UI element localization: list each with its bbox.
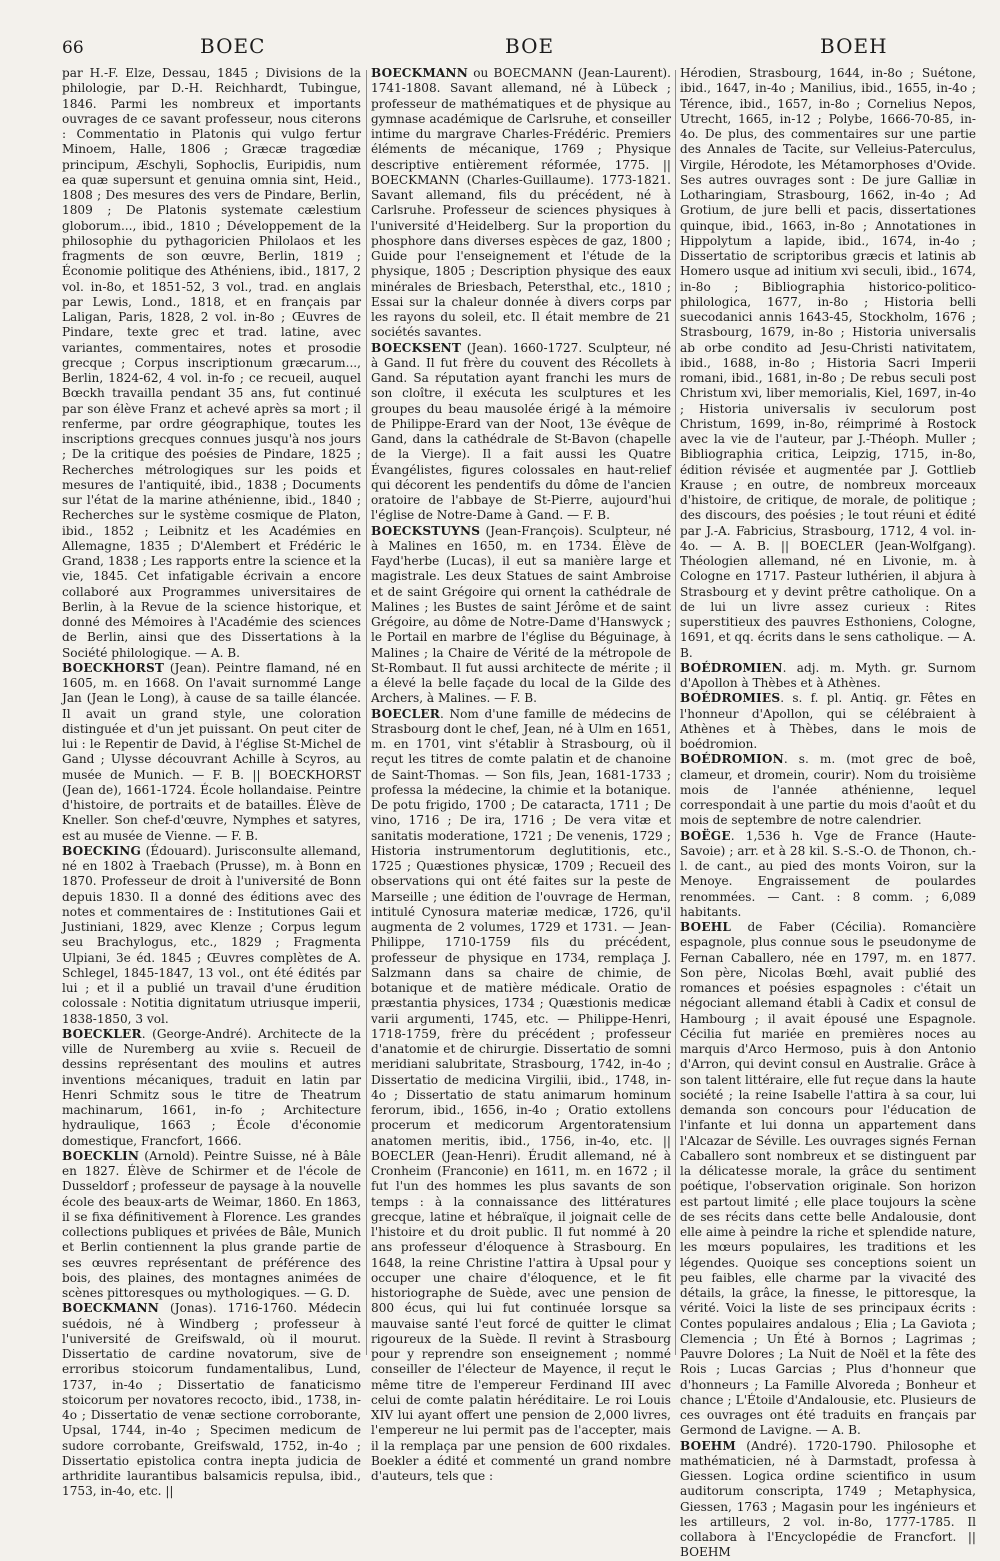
entry-headword: BOEHM [680,1438,737,1453]
dictionary-entry [680,829,976,921]
dictionary-entry [680,1439,976,1561]
entry-body: . 1,536 h. Vge de France (Haute-Savoie) ; arr. et à 28 kil. S.-S.-O. de Thonon, ch.-l. de cant., au pied des monts Voiron, sur la Menoye. Engraissement de poulardes renommées. — Cant. : 8 comm. ; 6,089 habitants. [680,828,976,919]
dictionary-entry [680,691,976,752]
entry-body: . Nom d'une famille de médecins de Strasbourg dont le chef, Jean, né à Ulm en 1651, m. en 1701, vint s'établir à Strasbourg, où il reçut les titres de comte palatin et de chanoine de Saint-Thomas. — Son fils, Jean, 1681-1733 ; professa la médecine, la chimie et la botanique. De potu frigido, 1700 ; De cataracta, 1711 ; De vino, 1716 ; De ira, 1716 ; De vera vitæ et sanitatis moderatione, 1721 ; De venenis, 1729 ; Historia instrumentorum deglutitionis, etc., 1725 ; Quæstiones physicæ, 1709 ; Recueil des observations qui ont été faites sur la peste de Marseille ; une édition de l'ouvrage de Herman, intitulé Cynosura materiæ medicæ, 1726, qu'il augmenta de 2 volumes, 1729 et 1731. — Jean-Philippe, 1710-1759 fils du précédent, professeur de physique en 1734, remplaça J. Salzmann dans sa chaire de chimie, de botanique et de matière médicale. Oratio de præstantia physices, 1734 ; Quæstionis medicæ varii argumenti, 1745, etc. — Philippe-Henri, 1718-1759, frère du précédent ; professeur d'anatomie et de chirurgie. Dissertatio de somni meridiani salubritate, Strasbourg, 1742, in-4o ; Dissertatio de medicina Virgilii, ibid., 1748, in-4o ; Dissertatio de statu animarum hominum ferorum, ibid., 1656, in-4o ; Oratio extollens procerum et medicorum Argentoratensium anatomen meritis, ibid., 1756, in-4o, etc. || BOECLER (Jean-Henri). Érudit allemand, né à Cronheim (Franconie) en 1611, m. en 1672 ; il fut l'un des hommes les plus savants de son temps : à la connaissance des littératures grecque, latine et hébraïque, il joignait celle de l'histoire et du droit public. Il fut nommé à 20 ans professeur d'éloquence à Strasbourg. En 1648, la reine Christine l'attira à Upsal pour y occuper une chaire d'éloquence, et le fit historiographe de Suède, avec une pension de 800 écus, qui lui fut continuée lorsque sa mauvaise santé l'eut forcé de quitter le climat rigoureux de la Suède. Il revint à Strasbourg pour y reprendre son enseignement ; nommé conseiller de l'électeur de Mayence, il reçut le même titre de l'empereur Ferdinand III avec celui de comte palatin héréditaire. Le roi Louis XIV lui ayant offert une pension de 2,000 livres, l'empereur ne lui permit pas de l'accepter, mais il la remplaça par une pension de 600 rixdales. Boekler a édité et commenté un grand nombre d'auteurs, tels que : [371,706,671,1483]
entry-body: (Arnold). Peintre Suisse, né à Bâle en 1827. Élève de Schirmer et de l'école de Dusseldorf ; professeur de paysage à la nouvelle école des beaux-arts de Weimar, 1860. En 1863, il se fixa définitivement à Florence. Les grandes collections publiques et privées de Bâle, Munich et Berlin contiennent la plus grande partie de ses œuvres représentant de préférence des bois, des plaines, des montagnes animées de scènes pittoresques ou mythologiques. — G. D. [62,1148,361,1300]
dictionary-entry [680,920,976,1439]
entry-headword: BOÉDROMIEN [680,660,783,675]
dictionary-entry [62,844,361,1027]
entry-body: (Jean-François). Sculpteur, né à Malines en 1650, m. en 1734. Élève de Fayd'herbe (Lucas), il eut sa manière large et magistrale. Les deux Statues de saint Ambroise et de saint Grégoire qui ornent la cathédrale de Malines ; les Bustes de saint Jérôme et de saint Grégoire, au dôme de Notre-Dame d'Hanswyck ; le Portail en marbre de l'église du Béguinage, à Malines ; la Chaire de Vérité de la métropole de St-Rombaut. Il fut aussi architecte de mérite ; il a élevé la belle façade du local de la Gilde des Archers, à Malines. — F. B. [371,523,671,706]
entry-headword: BOECKHORST [62,660,165,675]
entry-body: . s. f. pl. Antiq. gr. Fêtes en l'honneur d'Apollon, qui se célébraient à Athènes et à Thèbes, dans le mois de boédromion. [680,691,976,751]
column-divider [675,70,676,1355]
entry-headword: BOECKLIN [62,1148,140,1163]
dictionary-entry [62,661,361,844]
entry-headword: BOÉDROMIES [680,691,781,706]
guide-word-left: BOEC [200,34,266,58]
entry-continuation: Hérodien, Strasbourg, 1644, in-8o ; Suétone, ibid., 1647, in-4o ; Manilius, ibid., 1655, in-4o ; Térence, ibid., 1657, in-8o ; Cornelius Nepos, Utrecht, 1665, in-12 ; Polybe, 1666-70-85, in-4o. De plus, des commentaires sur une partie des Annales de Tacite, sur Velleius-Paterculus, Virgile, Hérodote, les Métamorphoses d'Ovide. Ses autres ouvrages sont : De jure Galliæ in Lotharingiam, Strasbourg, 1662, in-4o ; Ad Grotium, de jure belli et pacis, dissertationes quinque, ibid., 1663, in-8o ; Annotationes in Hippolytum a lapide, ibid., 1674, in-4o ; Dissertatio de scriptoribus græcis et latinis ab Homero usque ad initium xvi seculi, ibid., 1674, in-8o ; Bibliographia historico-politico-philologica, 1677, in-8o ; Historia belli suecodanici annis 1643-45, Stockholm, 1676 ; Strasbourg, 1679, in-8o ; Historia universalis ab orbe condito ad Jesu-Christi nativitatem, ibid., 1688, in-8o ; Historia Sacri Imperii romani, ibid., 1681, in-8o ; De rebus seculi post Christum xvi, liber memorialis, Kiel, 1697, in-4o ; Historia universalis iv seculorum post Christum, 1699, in-8o, réimprimé à Rostock avec la vie de l'auteur, par J.-Théoph. Muller ; Bibliographia critica, Leipzig, 1715, in-8o, édition révisée et augmentée par J. Gottlieb Krause ; en outre, de nombreux morceaux d'histoire, de critique, de morale, de politique ; des discours, des poésies ; le tout réuni et édité par J.-A. Fabricius, Strasbourg, 1712, 4 vol. in-4o. — A. B. || BOECLER (Jean-Wolfgang). Théologien allemand, né en Livonie, m. à Cologne en 1717. Pasteur luthérien, il abjura à Strasbourg et y devint prêtre catholique. On a de lui un livre assez curieux : Rites superstitieux des pauvres Esthoniens, Cologne, 1691, et qq. écrits dans le sens catholique. — A. B. [680,66,976,660]
dictionary-entry [62,1027,361,1149]
entry-headword: BOECKMANN [62,1301,160,1316]
entry-headword: BOECLER [371,706,440,721]
entry-continuation: par H.-F. Elze, Dessau, 1845 ; Divisions de la philologie, par D.-H. Reichhardt, Tubingue, 1846. Parmi les nombreux et importants ouvrages de ce savant professeur, nous citerons : Commentatio in Platonis qui vulgo fertur Minoem, Halle, 1806 ; Græcæ tragœdiæ principum, Æschyli, Sophoclis, Euripidis, num ea quæ supersunt et genuina omnia sint, Heid., 1808 ; Des mesures des vers de Pindare, Berlin, 1809 ; De Platonis systemate cælestium globorum..., ibid., 1810 ; Développement de la philosophie du pythagoricien Philolaos et les fragments de son œuvre, Berlin, 1819 ; Économie politique des Athéniens, ibid., 1817, 2 vol. in-8o, et 1851-52, 3 vol., trad. en anglais par Lewis, Lond., 1818, et en français par Laligan, Paris, 1828, 2 vol. in-8o ; Œuvres de Pindare, texte grec et trad. latine, avec variantes, commentaires, notes et prosodie grecque ; Corpus inscriptionum græcarum..., Berlin, 1824-62, 4 vol. in-fo ; ce recueil, auquel Bœckh travailla pendant 35 ans, fut continué par son élève Franz et achevé après sa mort ; il renferme, par ordre géographique, toutes les inscriptions grecques connues jusqu'à nos jours ; De la critique des poésies de Pindare, 1825 ; Recherches métrologiques sur les poids et mesures de l'antiquité, ibid., 1838 ; Documents sur l'état de la marine athénienne, ibid., 1840 ; Recherches sur le système cosmique de Platon, ibid., 1852 ; Leibnitz et les Académies en Allemagne, 1835 ; D'Alembert et Frédéric le Grand, 1838 ; Les rapports entre la science et la vie, 1845. Cet infatigable écrivain a encore collaboré aux Programmes universitaires de Berlin, à la Revue de la science historique, et donné des Mémoires à l'Académie des sciences de Berlin, ainsi que des Dissertations à la Société philologique. — A. B. [62,66,361,660]
dictionary-entry [62,1149,361,1302]
column-left [62,66,361,1499]
entry-headword: BOECKLER [62,1026,142,1041]
dictionary-entry [371,341,671,524]
entry-headword: BOECKING [62,843,141,858]
entry-body: . (George-André). Architecte de la ville de Nuremberg au xviie s. Recueil de dessins représentant des moulins et autres inventions mécaniques, traduit en latin par Henri Schmitz sous le titre de Theatrum machinarum, 1661, in-fo ; Architecture hydraulique, 1663 ; École d'économie domestique, Francfort, 1666. [62,1026,361,1148]
entry-headword: BOEHL [680,920,732,934]
entry-headword: BOÉDROMION [680,752,784,767]
entry-body: (André). 1720-1790. Philosophe et mathématicien, né à Darmstadt, professa à Giessen. Logica ordine scientifico in usum auditorum conscripta, 1749 ; Metaphysica, Giessen, 1763 ; Magasin pour les ingénieurs et les artilleurs, 2 vol. in-8o, 1777-1785. Il collabora à l'Encyclopédie de Francfort. || BOEHM [680,1438,976,1560]
column-middle [371,66,671,1483]
entry-headword: BOECKSENT [371,340,462,355]
column-divider [366,70,367,1355]
entry-headword: BOËGE [680,828,731,843]
dictionary-entry [680,661,976,692]
entry-body: ou BOECMANN (Jean-Laurent). 1741-1808. Savant allemand, né à Lübeck ; professeur de mathématiques et de physique au gymnase académique de Carlsruhe, et conseiller intime du margrave Charles-Frédéric. Premiers éléments de mécanique, 1769 ; Physique descriptive entièrement réformée, 1775. || BOECKMANN (Charles-Guillaume). 1773-1821. Savant allemand, fils du précédent, né à Carlsruhe. Professeur de sciences physiques à l'université d'Heidelberg. Sur la proportion du phosphore dans diverses espèces de gaz, 1800 ; Guide pour l'enseignement et l'étude de la physique, 1805 ; Description physique des eaux minérales de Briesbach, Petersthal, etc., 1810 ; Essai sur la chaleur donnée à divers corps par les rayons du soleil, etc. Il était membre de 21 sociétés savantes. [371,66,671,340]
entry-body: (Jean). Peintre flamand, né en 1605, m. en 1668. On l'avait surnommé Lange Jan (Jean le Long), à cause de sa taille élancée. Il avait un grand style, une coloration distinguée et d'un jet puissant. On peut citer de lui : le Repentir de David, à l'église St-Michel de Gand ; Ulysse découvrant Achille à Scyros, au musée de Munich. — F. B. || BOECKHORST (Jean de), 1661-1724. École hollandaise. Peintre d'histoire, de portraits et de batailles. Élève de Kneller. Son chef-d'œuvre, Nymphes et satyres, est au musée de Vienne. — F. B. [62,660,361,843]
entry-body: de Faber (Cécilia). Romancière espagnole, plus connue sous le pseudonyme de Fernan Caballero, née en 1797, m. en 1877. Son père, Nicolas Bœhl, avait publié des romances et poésies espagnoles : c'était un négociant allemand établi à Cadix et consul de Hambourg ; il avait épousé une Espagnole. Cécilia fut mariée en premières noces au marquis d'Arco Hermoso, puis à don Antonio d'Arron, qui devint consul en Australie. Grâce à son talent littéraire, elle fut reçue dans la haute société ; la reine Isabelle l'attira à sa cour, lui demanda son concours pour l'éducation de l'infante et lui donna un appartement dans l'Alcazar de Séville. Les ouvrages signés Fernan Caballero sont nombreux et se distinguent par la délicatesse morale, la grâce du sentiment poétique, l'observation originale. Son horizon est partout limité ; elle place toujours la scène de ses récits dans cette belle Andalousie, dont elle aime à peindre la riche et splendide nature, les mœurs populaires, les traditions et les légendes. Quoique ses conceptions soient un peu faibles, elle charme par la vivacité des détails, la grâce, la finesse, le pittoresque, la vérité. Voici la liste de ses principaux écrits : Contes populaires andalous ; Elia ; La Gaviota ; Clemencia ; Un Été à Bornos ; Lagrimas ; Pauvre Dolores ; La Nuit de Noël et la fête des Rois ; Lucas Garcias ; Plus d'honneur que d'honneurs ; La Famille Alvoreda ; Bonheur et chance ; L'Étoile d'Andalousie, etc. Plusieurs de ces ouvrages ont été traduits en français par Germond de Lavigne. — A. B. [680,920,976,1438]
entry-headword: BOECKMANN [371,66,469,80]
dictionary-entry [62,1301,361,1499]
entry-body: (Jean). 1660-1727. Sculpteur, né à Gand. Il fut frère du couvent des Récollets à Gand. Sa réputation ayant franchi les murs de son cloître, il exécuta les sculptures et les groupes du beau mausolée érigé à la mémoire de Philippe-Erard van der Noot, 13e évêque de Gand, dans la cathédrale de St-Bavon (chapelle de la Vierge). Il a fait aussi les Quatre Évangélistes, figures colossales en haut-relief qui décorent les pendentifs du dôme de l'ancien oratoire de l'abbaye de St-Pierre, aujourd'hui l'église de Notre-Dame à Gand. — F. B. [371,340,671,523]
dictionary-entry [371,524,671,707]
running-header [0,28,1000,68]
guide-word-center: BOE [505,34,555,58]
entry-headword: BOECKSTUYNS [371,523,481,538]
dictionary-entry [680,752,976,828]
entry-body: (Édouard). Jurisconsulte allemand, né en 1802 à Traebach (Prusse), m. à Bonn en 1870. Professeur de droit à l'université de Bonn depuis 1830. Il a donné des éditions avec des notes et commentaires de : Institutiones Gaii et Justiniani, 1829, avec Klenze ; Corpus legum seu Brachylogus, etc., 1829 ; Fragmenta Ulpiani, 3e éd. 1845 ; Œuvres complètes de A. Schlegel, 1845-1847, 13 vol., ont été édités par lui ; et il a publié un travail d'une érudition colossale : Notitia dignitatum utriusque imperii, 1838-1850, 3 vol. [62,843,361,1026]
dictionary-entry [371,707,671,1485]
dictionary-entry [371,66,671,341]
column-right [680,66,976,1560]
page-number: 66 [62,38,84,58]
entry-body: (Jonas). 1716-1760. Médecin suédois, né à Windberg ; professeur à l'université de Greifswald, où il mourut. Dissertatio de cardine novatorum, sive de erroribus stoicorum fundamentalibus, Lund, 1737, in-4o ; Dissertatio de fanaticismo stoicorum per novatores recocto, ibid., 1738, in-4o ; Dissertatio de venæ sectione corroborante, Upsal, 1744, in-4o ; Specimen medicum de sudore corrobante, Greifswald, 1752, in-4o ; Dissertatio epistolica contra inepta judicia de arthridite laurantibus balsamicis repulsa, ibid., 1753, in-4o, etc. || [62,1301,361,1499]
entry-body: . adj. m. Myth. gr. Surnom d'Apollon à Thèbes et à Athènes. [680,660,976,690]
entry-body: . s. m. (mot grec de boê, clameur, et dromein, courir). Nom du troisième mois de l'année athénienne, lequel correspondait à une partie du mois d'août et du mois de septembre de notre calendrier. [680,752,976,828]
guide-word-right: BOEH [820,34,888,58]
